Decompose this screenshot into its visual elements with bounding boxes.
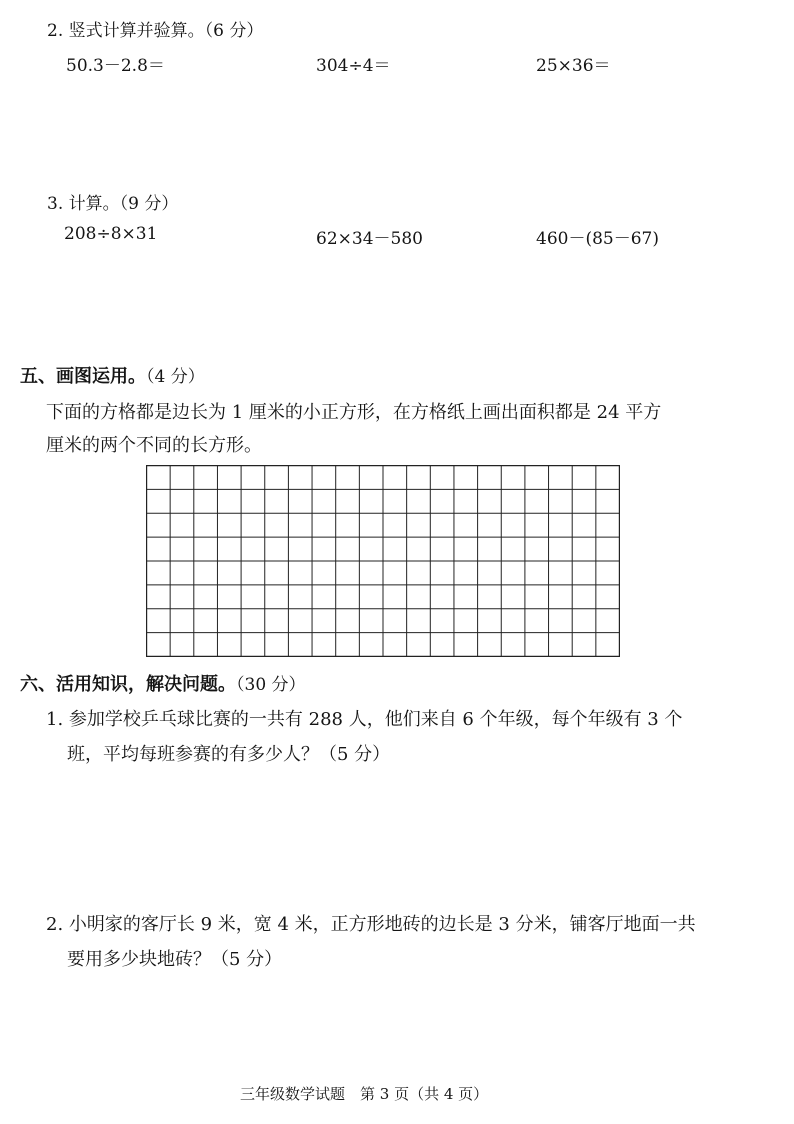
section5-points: （4 分） bbox=[146, 367, 205, 387]
section6-points: （30 分） bbox=[236, 675, 306, 695]
q3-item-3: 460－(85－67) bbox=[536, 229, 659, 249]
section5-heading-text: 五、画图运用。 bbox=[20, 366, 146, 387]
section5-text-line-1: 下面的方格都是边长为 1 厘米的小正方形，在方格纸上画出面积都是 24 平方 bbox=[46, 402, 662, 423]
q3-title: 3. 计算。（9 分） bbox=[47, 194, 179, 214]
problem2-line-1: 2. 小明家的客厅长 9 米，宽 4 米，正方形地砖的边长是 3 分米，铺客厅地面一共 bbox=[46, 914, 696, 935]
section6-heading-text: 六、活用知识，解决问题。 bbox=[20, 674, 236, 695]
q2-item-1: 50.3－2.8＝ bbox=[66, 56, 165, 76]
problem1-line-2: 班，平均每班参赛的有多少人？（5 分） bbox=[67, 744, 391, 765]
q2-item-2: 304÷4＝ bbox=[316, 56, 391, 76]
problem2-line-2: 要用多少块地砖？（5 分） bbox=[67, 949, 283, 970]
q2-item-3: 25×36＝ bbox=[536, 56, 611, 76]
q3-item-2: 62×34－580 bbox=[316, 229, 423, 249]
section5-heading bbox=[20, 362, 205, 388]
grid-svg bbox=[146, 465, 620, 657]
q3-item-1: 208÷8×31 bbox=[64, 224, 158, 244]
section6-heading bbox=[20, 670, 306, 696]
problem1-line-1: 1. 参加学校乒乓球比赛的一共有 288 人，他们来自 6 个年级，每个年级有 3 个 bbox=[46, 709, 683, 730]
square-grid-paper[interactable] bbox=[146, 465, 620, 657]
page-footer: 三年级数学试题 第 3 页（共 4 页） bbox=[240, 1085, 489, 1103]
section5-text-line-2: 厘米的两个不同的长方形。 bbox=[46, 435, 262, 456]
q2-title: 2. 竖式计算并验算。（6 分） bbox=[47, 21, 264, 41]
